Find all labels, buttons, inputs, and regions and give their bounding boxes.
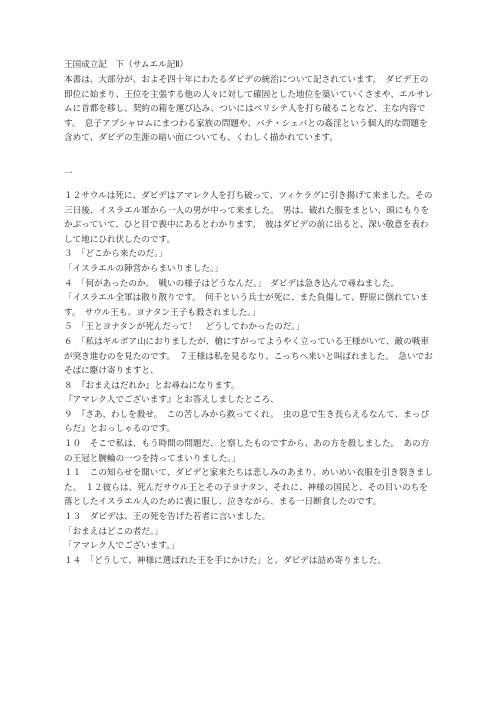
intro-paragraph: 本書は、大部分が、およそ四十年にわたるダビデの統治について記されています。 ダビデ王の即位に始まり、王位を主張する他の人々に対して確固とした地位を築いていくさまや、エルサレムに首都を移し、契約の箱を運び込み、ついにはペリシテ人を打ち破ることなど、主な内容です。 息子アブシャロムにまつわる家族の問題や、バテ・シェバとの姦淫という個人的な問題を含めて、ダビデの生涯の暗い面についても、くわしく描かれています。 <box>64 75 434 144</box>
verse-line: 『アマレク人でございます』とお答えしましたところ、 <box>64 395 279 406</box>
verse-line: 「アマレク人でございます。」 <box>64 541 180 552</box>
verse-line: ５ 「王とヨナタンが死んだって！ どうしてわかったのだ。」 <box>64 322 305 333</box>
section-marker: 一 <box>64 168 73 179</box>
verse-line: 「おまえはどこの者だ。」 <box>64 526 163 537</box>
verse-line: 「イスラエル全軍は散り散りです。 何千という兵士が死に、また負傷して、野原に倒れています。 サウル王も、ヨナタン王子も殺されました。」 <box>64 293 429 318</box>
verse-line: ８ 『おまえはだれか』とお尋ねになります。 <box>64 380 240 391</box>
document-title: 王国成立記 下（サムエル記Ⅱ） <box>64 60 189 70</box>
verse-line: １２サウルは死に、ダビデはアマレク人を打ち破って、ツィケラグに引き揚げて来ました。その三日後、イスラエル軍から一人の男が中って来ました。 男は、破れた服をまとい、頭にもりをかぶっていて、ひと目で喪中にあるとわかります。 彼はダビデの前に出ると、深い敬意を表わして地にひれ伏したのです。 <box>64 190 433 245</box>
document-page <box>64 58 436 568</box>
verse-line: ３ 「どこから来たのだ。」 <box>64 249 168 260</box>
verse-line: ４ 「何があったのか。 戦いの様子はどうなんだ。」 ダビデは急き込んで尋ねました。 <box>64 278 400 289</box>
verse-line: ９ 『さあ、わしを殺せ。 この苦しみから救ってくれ。 虫の息で生き長らえるなんて、まっぴらだ』とおっしゃるのです。 <box>64 409 429 435</box>
verse-line: ６ 「私はギルボア山におりましたが、槍にすがってようやく立っている王様がいて、敵の戦車が突き進むのを見たのです。 ７王様は私を見るなり、こっちへ来いと叫ばれました。 急いでおそばに駆け寄りますと、 <box>64 336 433 377</box>
verse-line: １３ ダビデは、王の死を告げた若者に言いました。 <box>64 512 271 523</box>
verse-line: 「イスラエルの陣営からまいりました。」 <box>64 263 223 274</box>
verse-line: １１ この知らせを聞いて、ダビデと家来たちは悲しみのあまり、めいめい衣服を引き裂きました。 １２彼らは、死んだサウル王とその子ヨナタン、それに、神様の国民と、その目いのちを落としたイスラエル人のために喪に服し、泣きながら、まる一日断食したのです。 <box>64 468 434 508</box>
verse-line: １０ そこで私は、もう時間の問題だ、と察したものですから、あの方を殺しました。 あの方の王冠と腕輪の一つを持ってまいりました。」 <box>64 439 430 464</box>
verse-line: １４ 「どうして、神様に選ばれた王を手にかけた」と、ダビデは詰め寄りました。 <box>64 555 387 566</box>
